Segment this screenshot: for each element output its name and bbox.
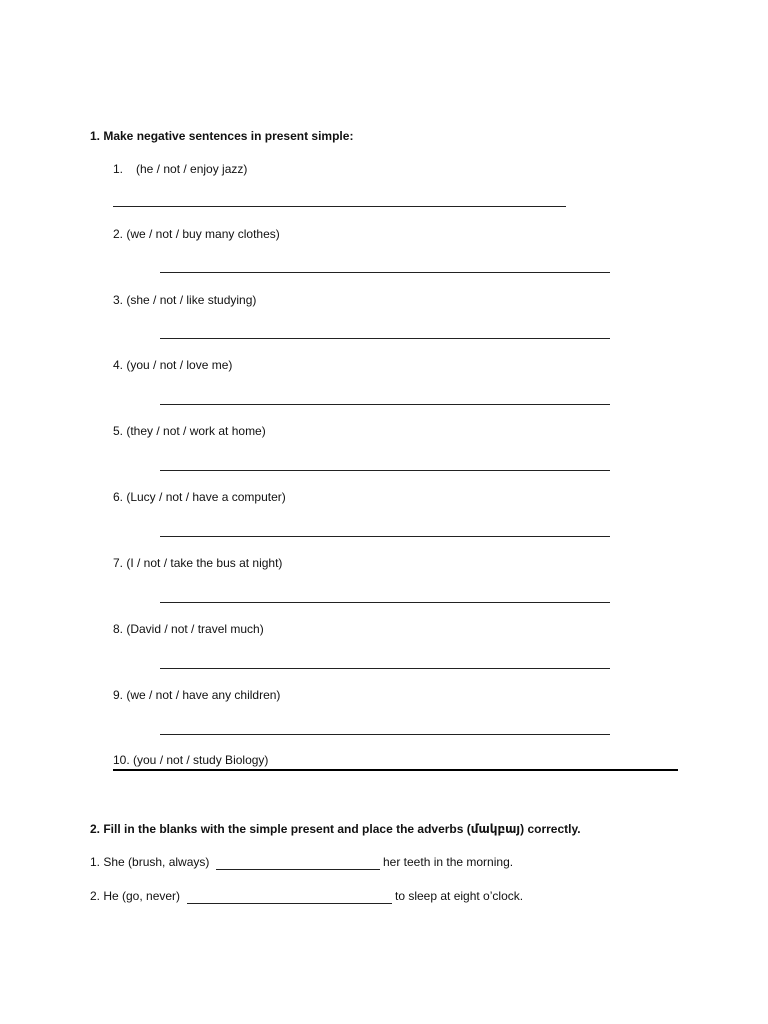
section-1-title: 1. Make negative sentences in present simple:	[90, 129, 354, 143]
item-1-answer-line[interactable]	[113, 206, 566, 207]
item-10-prompt: 10. (you / not / study Biology)	[113, 753, 269, 767]
item-2-prompt: 2. (we / not / buy many clothes)	[113, 227, 280, 241]
fill-1-before: 1. She (brush, always)	[90, 855, 210, 869]
item-4-answer-line[interactable]	[160, 404, 610, 405]
fill-2-before: 2. He (go, never)	[90, 889, 181, 903]
item-7-prompt: 7. (I / not / take the bus at night)	[113, 556, 283, 570]
item-5-prompt: 5. (they / not / work at home)	[113, 424, 266, 438]
item-6-prompt: 6. (Lucy / not / have a computer)	[113, 490, 286, 504]
item-6-answer-line[interactable]	[160, 536, 610, 537]
item-3-answer-line[interactable]	[160, 338, 610, 339]
item-4-prompt: 4. (you / not / love me)	[113, 358, 233, 372]
fill-2-blank[interactable]	[187, 903, 392, 904]
item-1-number: 1.	[113, 162, 124, 176]
item-2-answer-line[interactable]	[160, 272, 610, 273]
item-3-prompt: 3. (she / not / like studying)	[113, 293, 257, 307]
item-9-answer-line[interactable]	[160, 734, 610, 735]
item-7-answer-line[interactable]	[160, 602, 610, 603]
item-9-prompt: 9. (we / not / have any children)	[113, 688, 281, 702]
item-10-answer-line[interactable]	[113, 769, 678, 771]
item-1-prompt: (he / not / enjoy jazz)	[136, 162, 248, 176]
fill-1-after: her teeth in the morning.	[383, 855, 514, 869]
fill-1-blank[interactable]	[216, 869, 380, 870]
section-2-title: 2. Fill in the blanks with the simple present and place the adverbs (մակբայ) correctly.	[90, 822, 581, 836]
fill-2-after: to sleep at eight o’clock.	[395, 889, 524, 903]
item-8-answer-line[interactable]	[160, 668, 610, 669]
item-5-answer-line[interactable]	[160, 470, 610, 471]
item-8-prompt: 8. (David / not / travel much)	[113, 622, 264, 636]
